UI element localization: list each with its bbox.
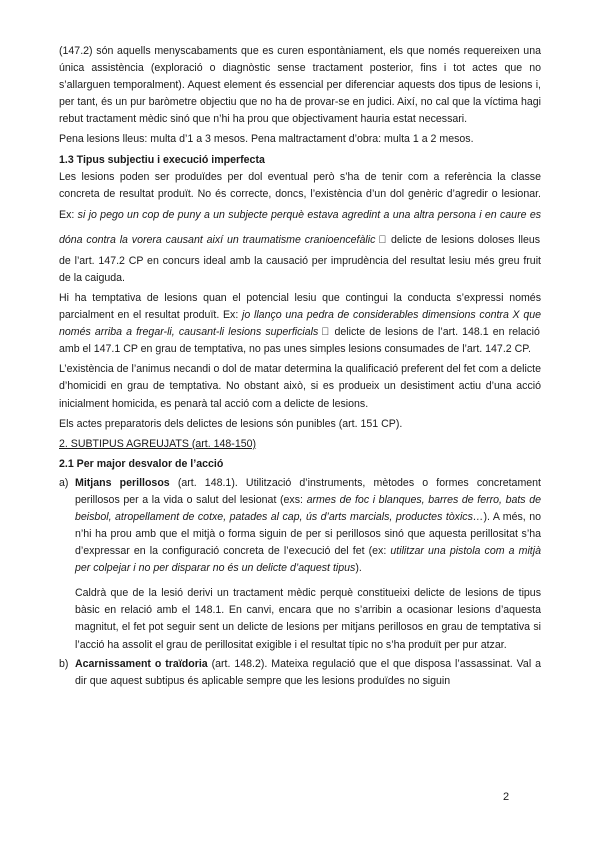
text-run: (art. 148.2). Mateixa regulació que el que disposa l’assassinat. Val a dir que aquest subtipus és aplicable sempre que les lesions produïdes no siguin — [75, 657, 541, 687]
list-label: b) — [59, 657, 69, 670]
item-title: Acarnissament o traïdoria — [75, 657, 208, 670]
text-run: Les lesions poden ser produïdes per dol eventual però s’ha de tenir com a referència la classe concreta de resultat produït. No és correcte, doncs, l’existència d’un dol genèric d’agredir o lesionar. Ex: — [59, 170, 541, 221]
page-number: 2 — [503, 791, 510, 803]
list-item-a — [59, 475, 541, 654]
paragraph-acarnissament — [75, 656, 541, 690]
text-run: ). — [355, 562, 362, 575]
paragraph-lesions-lleus: (147.2) són aquells menyscabaments que es curen espontàniament, els que només requereixen una única assistència (exploració o diagnòstic sense tractament posterior, fins i tot actes que no s’allarguen temporalment). Aquest element és essencial per diferenciar aquests dos tipus de lesions i, per tant, és un pur baròmetre objectiu que no ha de provar-se en judici. Així, no cal que la víctima hagi rebut tractament mèdic sinó que n’hi ha prou que objectivament hauria estat necessari. — [59, 45, 541, 126]
text-run: ). A més, no n’hi ha prou amb que el mitjà o forma siguin de per si perillosos sinó que aquesta perillositat s’ha d’expressar en la configuració concreta de l’execució del fet (ex: — [75, 510, 542, 558]
text-run: ⃞ delicte de lesions doloses lleus de l’art. 147.2 CP en concurs ideal amb la causació per imprudència del resultat lesiu més greu fruit de la caiguda. — [59, 233, 541, 284]
paragraph-penes: Pena lesions lleus: multa d’1 a 3 mesos. Pena maltractament d’obra: multa 1 a 2 mesos. — [59, 133, 474, 146]
section-heading-2: 2. SUBTIPUS AGREUJATS (art. 148-150) — [59, 437, 257, 450]
document-page — [59, 43, 541, 690]
list-item-body — [75, 656, 541, 690]
text-run: ⃞ delicte de lesions de l’art. 148.1 en relació amb el 147.1 CP en grau de temptativa, no pas unes simples lesions consumades de l’art. 147.2 CP. — [59, 326, 540, 356]
example-italic: utilitzar una pistola com a mitjà per colpejar i no per disparar no és un delicte d’aquest tipus — [75, 545, 541, 575]
list-label: a) — [59, 476, 69, 489]
paragraph-temptativa — [59, 290, 541, 358]
paragraph-mitjans-perillosos — [75, 475, 541, 578]
heading-2-1: 2.1 Per major desvalor de l’acció — [59, 457, 224, 470]
example-italic: armes de foc i blanques, barres de ferro, bats de beisbol, atropellament de cotxe, patades al cap, ús d’arts marcials, productes tòxics… — [75, 493, 541, 523]
example-italic: si jo pego un cop de puny a un subjecte perquè estava agredint a una altra persona i en caure es dóna contra la vorera causant així un traumatisme cranioencefàlic — [59, 208, 542, 246]
heading-1-3: 1.3 Tipus subjectiu i execució imperfecta — [59, 153, 265, 166]
paragraph-actes-preparatoris: Els actes preparatoris dels delictes de lesions són punibles (art. 151 CP). — [59, 417, 403, 430]
example-italic: jo llanço una pedra de considerables dimensions contra X que només arriba a fregar-li, causant-li lesions superficials — [59, 309, 542, 339]
item-title: Mitjans perillosos — [75, 476, 170, 489]
list-item-body — [75, 475, 541, 654]
paragraph-animus-necandi: L’existència de l’animus necandi o dol de matar determina la qualificació preferent del fet com a delicte d’homicidi en grau de temptativa. No obstant això, si es produeix un desistiment actiu d’una acció inicialment homicida, es penarà tal acció com a delicte de lesions. — [59, 363, 541, 410]
text-run: (art. 148.1). Utilització d’instruments, mètodes o formes concretament perillosos per a la vida o salut del lesionat (exs: — [75, 476, 541, 506]
paragraph-tractament-medic: Caldrà que de la lesió derivi un tractament mèdic perquè constitueixi delicte de lesions de tipus bàsic en relació amb el 148.1. En canvi, encara que no s’arribin a ocasionar lesions d’aquesta magnitut, el fet pot seguir sent un delicte de lesions per mitjans perillosos en grau de temptativa si l’acció ha assolit el grau de perillositat exigible i el resultat típic no s’ha produït per pur atzar. — [75, 587, 541, 651]
list-item-b — [59, 656, 541, 690]
text-run: Hi ha temptativa de lesions quan el potencial lesiu que contingui la conducta s’expressi només parcialment en el resultat produït. Ex: — [59, 291, 541, 322]
paragraph-dol-eventual — [59, 169, 541, 287]
